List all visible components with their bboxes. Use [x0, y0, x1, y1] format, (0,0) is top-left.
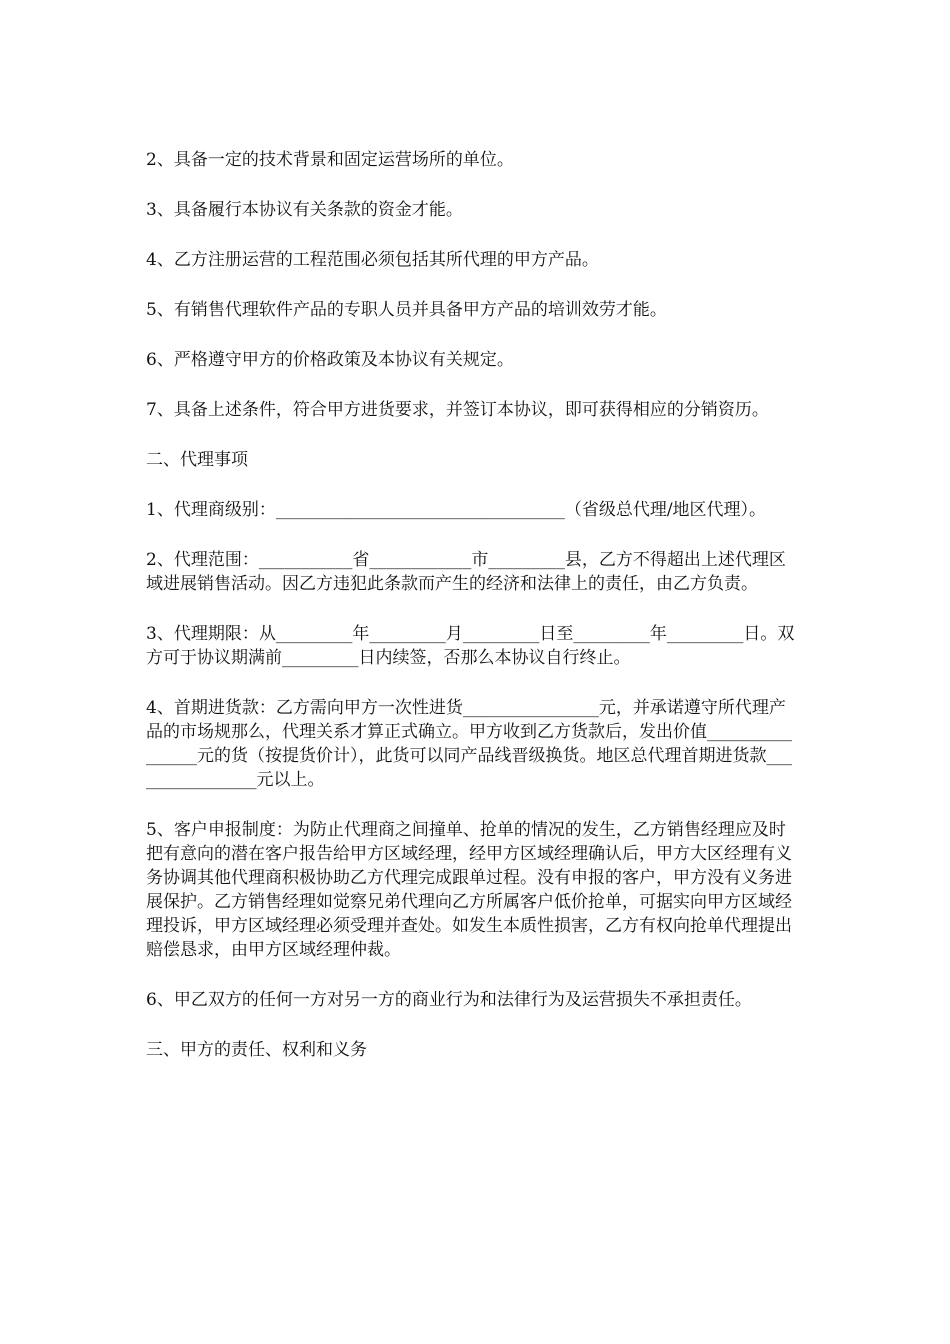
liability-paragraph: 6、甲乙双方的任何一方对另一方的商业行为和法律行为及运营损失不承担责任。 — [146, 990, 752, 1010]
clause-7-paragraph: 7、具备上述条件，符合甲方进货要求，并签订本协议，即可获得相应的分销资历。 — [146, 400, 769, 420]
agency-term-paragraph: 3、代理期限：从_________年_________月_________日至_________年_________日。双方可于协议期满前_________日内续签，否那么本协议自行终止。 — [146, 624, 795, 668]
initial-payment-paragraph: 4、首期进货款：乙方需向甲方一次性进货________________元，并承诺遵守所代理产品的市场规那么，代理关系才算正式确立。甲方收到乙方货款后，发出价值________________元的货（按提货价计），此货可以同产品线晋级换货。地区总代理首期进货款________________元以上。 — [146, 698, 792, 790]
agency-level-paragraph: 1、代理商级别：__________________________________（省级总代理/地区代理）。 — [146, 500, 767, 520]
section-heading-party-a-duties: 三、甲方的责任、权利和义务 — [146, 1040, 367, 1060]
clause-2-paragraph: 2、具备一定的技术背景和固定运营场所的单位。 — [146, 150, 514, 170]
agency-scope-paragraph: 2、代理范围：___________省____________市_________县，乙方不得超出上述代理区域进展销售活动。因乙方违犯此条款而产生的经济和法律上的责任，由乙方负责。 — [146, 550, 786, 594]
section-heading-agency-matters: 二、代理事项 — [146, 450, 248, 470]
clause-5-paragraph: 5、有销售代理软件产品的专职人员并具备甲方产品的培训效劳才能。 — [146, 300, 667, 320]
document-body — [146, 148, 798, 1088]
clause-4-paragraph: 4、乙方注册运营的工程范围必须包括其所代理的甲方产品。 — [146, 250, 599, 270]
customer-report-paragraph: 5、客户申报制度：为防止代理商之间撞单、抢单的情况的发生，乙方销售经理应及时把有意向的潜在客户报告给甲方区域经理，经甲方区域经理确认后，甲方大区经理有义务协调其他代理商积极协助乙方代理完成跟单过程。没有申报的客户，甲方没有义务进展保护。乙方销售经理如觉察兄弟代理向乙方所属客户低价抢单，可据实向甲方区域经理投诉，甲方区域经理必须受理并查处。如发生本质性损害，乙方有权向抢单代理提出赔偿恳求，由甲方区域经理仲裁。 — [146, 820, 792, 960]
clause-6-paragraph: 6、严格遵守甲方的价格政策及本协议有关规定。 — [146, 350, 514, 370]
clause-3-paragraph: 3、具备履行本协议有关条款的资金才能。 — [146, 200, 463, 220]
